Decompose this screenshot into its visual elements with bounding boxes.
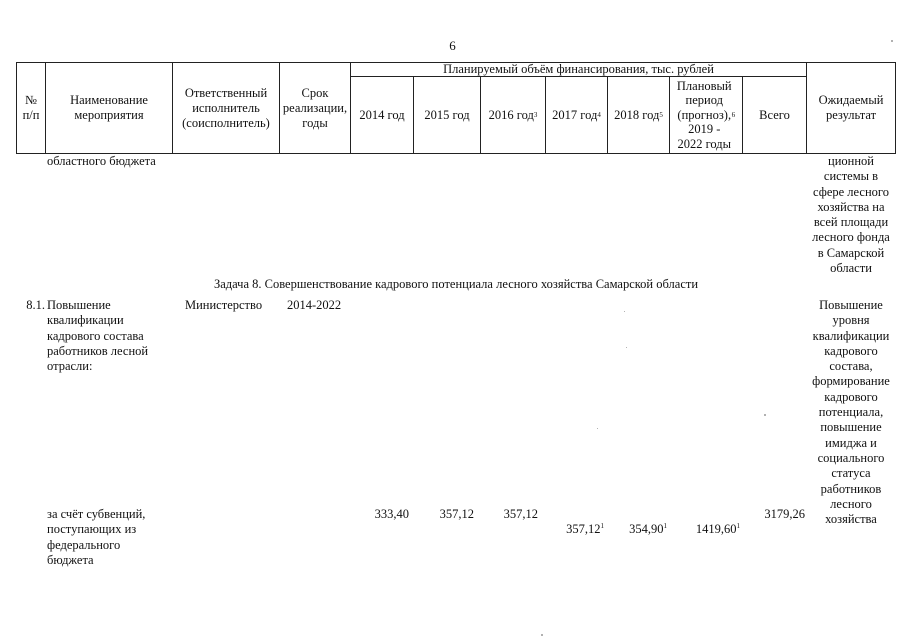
header-2018: 2018 год 5 xyxy=(614,107,663,122)
footnote-mark: 1 xyxy=(663,522,667,531)
header-2017: 2017 год 4 xyxy=(552,107,601,122)
scan-speck xyxy=(541,634,543,636)
page-number: 6 xyxy=(449,38,456,53)
value-2017: 357,12$^1$ xyxy=(566,522,604,537)
header-2015: 2015 год xyxy=(424,107,470,122)
value-total: 3179,26 xyxy=(764,507,805,521)
value-2014: 333,40 xyxy=(374,507,409,521)
continued-result: ционной системы в сфере лесного хозяйства на всей площади лесного фонда в Самарской области xyxy=(812,154,890,276)
header-planned: Плановый период (прогноз), 2019 - 2022 годы 6 xyxy=(676,78,736,151)
continued-name: областного бюджета xyxy=(47,154,156,168)
task-title: Задача 8. Совершенствование кадрового потенциала лесного хозяйства Самарской области xyxy=(213,277,699,291)
col-border xyxy=(895,62,896,154)
row-result: Повышение уровня квалификации кадрового состава, формирование кадрового потенциала, повышение имиджа и социального статуса работников лесного хозяйства xyxy=(812,298,890,527)
header-period: Срок реализации, годы xyxy=(282,85,348,130)
scan-speck xyxy=(891,40,893,42)
value-2016: 357,12 xyxy=(503,507,538,521)
value-planned: 1419,60$^1$ xyxy=(695,522,740,537)
scan-speck xyxy=(624,311,625,312)
header-executor: Ответственный исполнитель (соисполнитель) xyxy=(182,85,270,130)
scan-speck xyxy=(626,347,627,348)
header-2014: 2014 год xyxy=(359,107,405,122)
footnote-mark: 1 xyxy=(600,522,604,531)
row-executor: Министерство xyxy=(185,298,263,312)
header-result: Ожидаемый результат xyxy=(818,93,884,122)
row-period: 2014-2022 xyxy=(287,298,342,312)
header-name: Наименование мероприятия xyxy=(70,93,148,122)
value-2018: 354,90$^1$ xyxy=(629,522,667,537)
header-2016: 2016 год 3 xyxy=(488,107,538,122)
header-total: Всего xyxy=(759,107,790,122)
header-num: № п/п xyxy=(22,93,40,122)
scan-speck xyxy=(597,428,598,429)
footnote-mark: 1 xyxy=(736,522,740,531)
row-number: 8.1. xyxy=(26,298,45,312)
header-financing: Планируемый объём финансирования, тыс. рублей xyxy=(443,61,714,76)
value-2015: 357,12 xyxy=(439,507,474,521)
scan-speck xyxy=(764,414,766,416)
subvention-name: за счёт субвенций, поступающих из федерального бюджета xyxy=(47,507,146,567)
row-name: Повышение квалификации кадрового состава работников лесной отрасли: xyxy=(47,298,149,374)
